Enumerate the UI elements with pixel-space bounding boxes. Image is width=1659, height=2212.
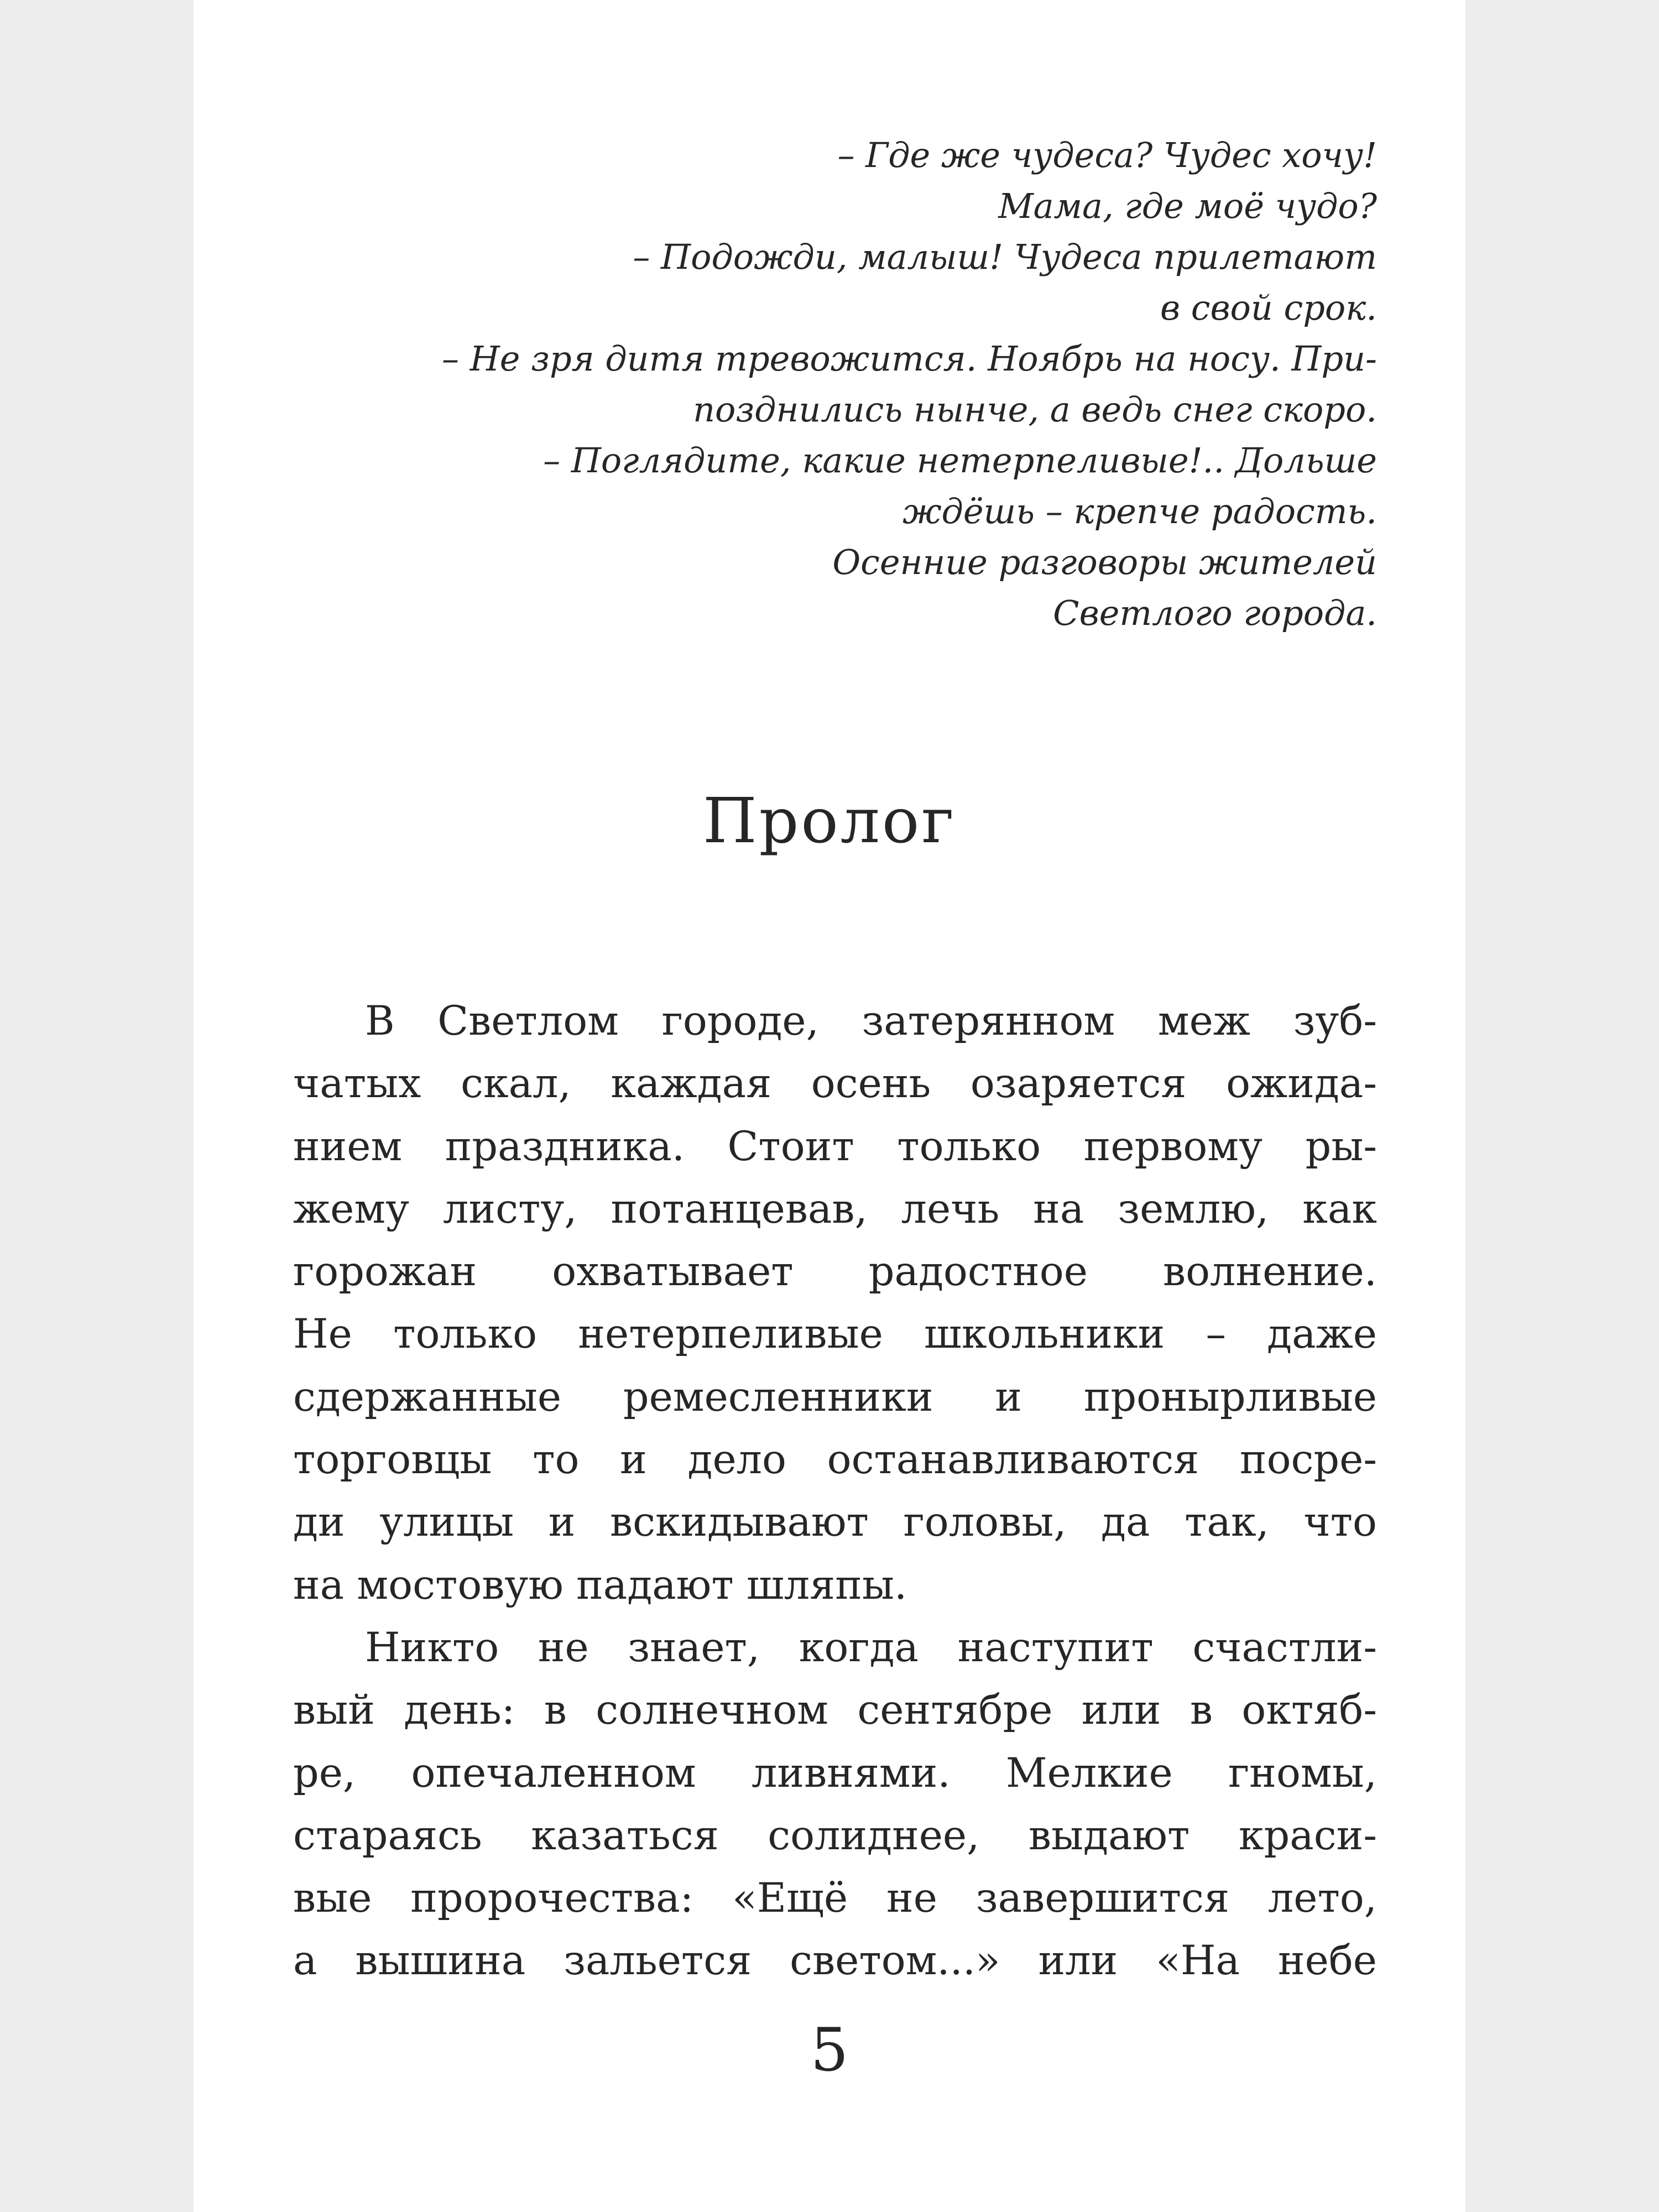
epigraph-line: в свой срок.: [1160, 288, 1377, 328]
paragraph-line: вый день: в солнечном сентябре или в октяб-: [293, 1687, 1377, 1734]
paragraph-line: ре, опечаленном ливнями. Мелкие гномы,: [293, 1749, 1377, 1797]
paragraph-line: нием праздника. Стоит только первому ры-: [293, 1123, 1377, 1170]
paragraph-line: В Светлом городе, затерянном меж зуб-: [365, 998, 1377, 1045]
epigraph-line: – Подожди, малыш! Чудеса прилетают: [633, 237, 1377, 277]
epigraph: [293, 130, 1377, 639]
book-page: [194, 0, 1465, 2212]
epigraph-line: позднились нынче, а ведь снег скоро.: [693, 389, 1377, 430]
epigraph-line: Мама, где моё чудо?: [998, 186, 1377, 226]
epigraph-attribution: Осенние разговоры жителей: [832, 542, 1377, 582]
body-text: [293, 990, 1377, 1992]
paragraph-line: ди улицы и вскидывают головы, да так, что: [293, 1499, 1377, 1546]
paragraph-line: на мостовую падают шляпы.: [293, 1561, 907, 1609]
paragraph-line: горожан охватывает радостное волнение.: [293, 1248, 1377, 1296]
paragraph-line: Никто не знает, когда наступит счастли-: [365, 1624, 1377, 1671]
paragraph-line: стараясь казаться солиднее, выдают краси-: [293, 1812, 1377, 1859]
epigraph-attribution: Светлого города.: [1053, 593, 1377, 633]
chapter-title: Пролог: [702, 785, 957, 857]
paragraph-line: жему листу, потанцевав, лечь на землю, как: [293, 1185, 1377, 1233]
epigraph-line: – Где же чудеса? Чудес хочу!: [837, 135, 1377, 175]
paragraph-line: а вышина зальется светом...» или «На небе: [293, 1937, 1377, 1985]
page-number: 5: [810, 2016, 849, 2085]
paragraph-line: Не только нетерпеливые школьники – даже: [293, 1311, 1377, 1358]
epigraph-line: ждёшь – крепче радость.: [902, 491, 1377, 531]
epigraph-line: – Поглядите, какие нетерпеливые!.. Дольше: [543, 440, 1377, 481]
paragraph-line: торговцы то и дело останавливаются посре-: [293, 1436, 1377, 1484]
paragraph-line: вые пророчества: «Ещё не завершится лето,: [293, 1875, 1377, 1922]
paragraph-line: сдержанные ремесленники и пронырливые: [293, 1373, 1377, 1421]
paragraph-line: чатых скал, каждая осень озаряется ожида-: [293, 1060, 1377, 1108]
epigraph-line: – Не зря дитя тревожится. Ноябрь на носу. При-: [441, 338, 1377, 379]
